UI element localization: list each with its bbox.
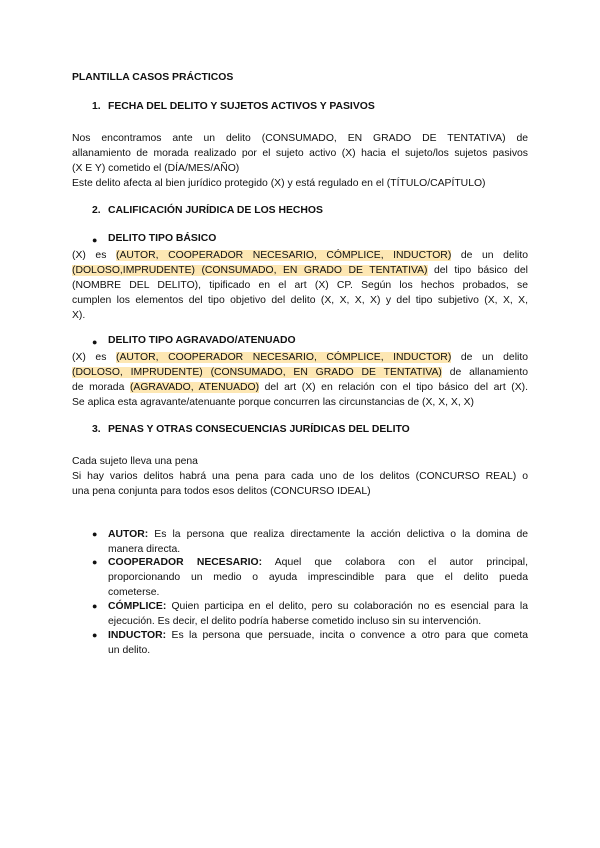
aggravated-type-line-1: (X) es (AUTOR, COOPERADOR NECESARIO, CÓMPLICE, INDUCTOR) de un delito xyxy=(72,352,528,363)
aggravated-type-heading: DELITO TIPO AGRAVADO/ATENUADO xyxy=(108,335,296,346)
definition-cooperador-line-2: proporcionando un medio o ayuda imprescindible para que el delito pueda xyxy=(108,572,528,583)
bullet-icon: ● xyxy=(92,557,98,567)
definition-term: CÓMPLICE: xyxy=(108,601,167,612)
definition-complice-line-1: CÓMPLICE: Quien participa en el delito, pero su colaboración no es esencial para la xyxy=(108,601,528,612)
basic-type-heading: DELITO TIPO BÁSICO xyxy=(108,233,217,244)
section-3-heading: PENAS Y OTRAS CONSECUENCIAS JURÍDICAS DEL DELITO xyxy=(108,424,410,435)
basic-type-line-3: (NOMBRE DEL DELITO), tipificado en el art (X) CP. Según los hechos probados, se xyxy=(72,280,528,291)
highlight-modes: (DOLOSO,IMPRUDENTE) (CONSUMADO, EN GRADO DE TENTATIVA) xyxy=(72,265,428,276)
section-2-number: 2. xyxy=(92,205,101,216)
aggravated-type-line-4: Se aplica esta agravante/atenuante porque concurren las circunstancias de (X, X, X, X) xyxy=(72,397,475,408)
bullet-icon: ● xyxy=(92,337,98,347)
section-3-line-3: una pena conjunta para todos esos delitos (CONCURSO IDEAL) xyxy=(72,486,371,497)
bullet-icon: ● xyxy=(92,630,98,640)
definition-cooperador-line-3: cometerse. xyxy=(108,587,160,598)
bullet-icon: ● xyxy=(92,601,98,611)
basic-type-line-5: X). xyxy=(72,310,86,321)
highlight-modes: (DOLOSO, IMPRUDENTE) (CONSUMADO, EN GRADO DE TENTATIVA) xyxy=(72,367,442,378)
aggravated-type-line-3: de morada (AGRAVADO, ATENUADO) del art (X) en relación con el tipo básico del art (X). xyxy=(72,382,529,393)
definition-cooperador-line-1: COOPERADOR NECESARIO: Aquel que colabora con el autor principal, xyxy=(108,557,528,568)
bullet-icon: ● xyxy=(92,235,98,245)
basic-type-line-2: (DOLOSO,IMPRUDENTE) (CONSUMADO, EN GRADO DE TENTATIVA) del tipo básico del xyxy=(72,265,528,276)
document-title: PLANTILLA CASOS PRÁCTICOS xyxy=(72,72,234,83)
highlight-roles: (AUTOR, COOPERADOR NECESARIO, CÓMPLICE, INDUCTOR) xyxy=(116,352,452,363)
section-1-line-2: allanamiento de morada realizado por el sujeto activo (X) hacia el sujeto/los sujetos pasivos xyxy=(72,148,528,159)
section-1-number: 1. xyxy=(92,101,101,112)
definition-term: AUTOR: xyxy=(108,529,149,540)
definition-inductor-line-1: INDUCTOR: Es la persona que persuade, incita o convence a otro para que cometa xyxy=(108,630,528,641)
definition-term: COOPERADOR NECESARIO: xyxy=(108,557,263,568)
definition-term: INDUCTOR: xyxy=(108,630,167,641)
section-3-line-2: Si hay varios delitos habrá una pena para cada uno de los delitos (CONCURSO REAL) o xyxy=(72,471,528,482)
definition-autor-line-2: manera directa. xyxy=(108,544,181,555)
section-1-line-3: (X E Y) cometido el (DÍA/MES/AÑO) xyxy=(72,163,240,174)
section-1-line-1: Nos encontramos ante un delito (CONSUMADO, EN GRADO DE TENTATIVA) de xyxy=(72,133,528,144)
highlight-roles: (AUTOR, COOPERADOR NECESARIO, CÓMPLICE, INDUCTOR) xyxy=(116,250,452,261)
section-1-heading: FECHA DEL DELITO Y SUJETOS ACTIVOS Y PASIVOS xyxy=(108,101,375,112)
basic-type-line-4: cumplen los elementos del tipo objetivo del delito (X, X, X, X) y del tipo subjetivo (X, X, X, xyxy=(72,295,528,306)
section-1-line-4: Este delito afecta al bien jurídico protegido (X) y está regulado en el (TÍTULO/CAPÍTULO) xyxy=(72,178,486,189)
section-3-line-1: Cada sujeto lleva una pena xyxy=(72,456,198,467)
definition-complice-line-2: ejecución. Es decir, el delito podría haberse cometido incluso sin su intervención. xyxy=(108,616,482,627)
basic-type-line-1: (X) es (AUTOR, COOPERADOR NECESARIO, CÓMPLICE, INDUCTOR) de un delito xyxy=(72,250,528,261)
bullet-icon: ● xyxy=(92,529,98,539)
aggravated-type-line-2: (DOLOSO, IMPRUDENTE) (CONSUMADO, EN GRADO DE TENTATIVA) de allanamiento xyxy=(72,367,528,378)
highlight-aggravation: (AGRAVADO, ATENUADO) xyxy=(129,382,260,393)
section-2-heading: CALIFICACIÓN JURÍDICA DE LOS HECHOS xyxy=(108,205,323,216)
section-3-number: 3. xyxy=(92,424,101,435)
definition-inductor-line-2: un delito. xyxy=(108,645,151,656)
definition-autor-line-1: AUTOR: Es la persona que realiza directamente la acción delictiva o la domina de xyxy=(108,529,528,540)
